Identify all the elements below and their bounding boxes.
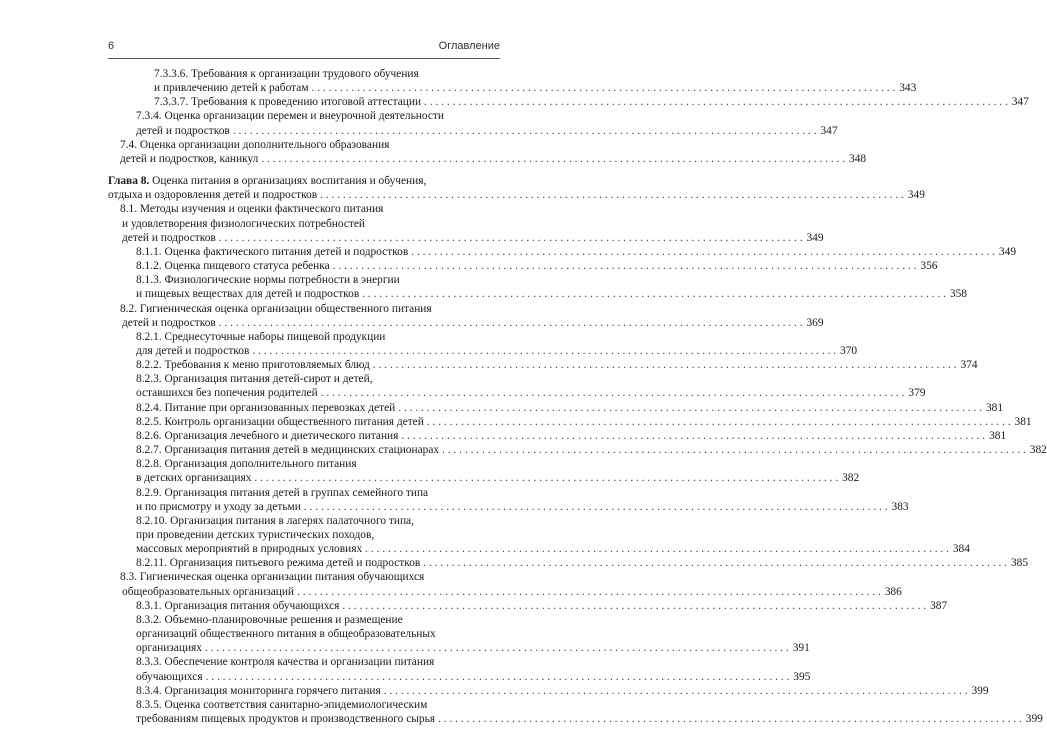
dot-leader [401, 429, 985, 443]
toc-page-number: 381 [1014, 415, 1032, 428]
toc-entry-text: 8.1. Методы изучения и оценки фактического питания [120, 203, 384, 216]
toc-entry-7-3-3-6[interactable] [108, 67, 917, 95]
toc-entry-text: 8.3.2. Объемно-планировочные решения и размещение [136, 613, 403, 626]
toc-entry-text: 8.3.3. Обеспечение контроля качества и организации питания [136, 656, 435, 669]
toc-page-number: 382 [842, 472, 860, 485]
toc-entry-8-2-3[interactable] [108, 372, 926, 400]
toc-page-number: 348 [849, 152, 867, 165]
toc-entry-text: 7.4. Оценка организации дополнительного образования [120, 138, 390, 151]
running-header [108, 40, 500, 56]
dot-leader [233, 124, 817, 138]
toc-entry-text: 8.2.5. Контроль организации общественного питания детей [136, 415, 424, 428]
toc-entry-text: оставшихся без попечения родителей [136, 387, 318, 400]
chapter-label: Глава 8. [108, 175, 150, 188]
dot-leader [333, 259, 917, 273]
toc-last-line [108, 344, 858, 358]
toc-entry-8-2-5[interactable] [108, 415, 1032, 429]
toc-entry-text: 8.3.1. Организация питания обучающихся [136, 599, 340, 612]
toc-entry-text: при проведении детских туристических походов, [136, 529, 375, 541]
toc-entry-text: 8.1.2. Оценка пищевого статуса ребенка [136, 260, 330, 273]
toc-entry-8-2-9[interactable] [108, 486, 909, 514]
toc-entry-text: в детских организациях [136, 472, 252, 485]
toc-entry-text: детей и подростков [136, 124, 230, 137]
toc-entry-text: 8.2.11. Организация питьевого режима детей и подростков [136, 557, 421, 570]
dot-leader [206, 670, 790, 684]
toc-entry-text: отдыха и оздоровления детей и подростков [108, 189, 318, 202]
toc-entry-8-3-2[interactable] [108, 613, 810, 655]
toc-last-line [108, 585, 902, 599]
toc-page-number: 347 [820, 124, 838, 137]
dot-leader [365, 542, 949, 556]
toc-entry-text: 8.1.3. Физиологические нормы потребности в энергии [136, 274, 400, 287]
toc-page-number: 356 [920, 260, 938, 273]
toc-last-line [108, 81, 917, 95]
toc-page-number: 385 [1010, 557, 1029, 570]
dot-leader [427, 415, 1011, 429]
dot-leader [304, 500, 888, 514]
toc-entry-text: требованиям пищевых продуктов и производственного сырья [136, 713, 436, 726]
toc-last-line [108, 401, 1004, 415]
toc-last-line [108, 670, 811, 684]
toc-page-number: 374 [960, 359, 978, 372]
dot-leader [424, 95, 1008, 109]
toc-page-number: 383 [891, 500, 909, 513]
dot-leader [261, 152, 845, 166]
toc-entry-8-1[interactable] [108, 202, 824, 244]
dot-leader [362, 287, 946, 301]
toc-last-line [108, 415, 1032, 429]
toc-entry-8-2-1[interactable] [108, 330, 858, 358]
dot-leader [438, 712, 1022, 726]
toc-last-line [108, 443, 1047, 457]
toc-entry-8-3-1[interactable] [108, 599, 948, 613]
dot-leader [320, 188, 904, 202]
toc-entry-8-3-4[interactable] [108, 684, 989, 698]
toc-entry-text: массовых мероприятий в природных условиях [136, 543, 363, 556]
toc-last-line [108, 152, 867, 166]
toc-last-line [108, 542, 970, 556]
toc-entry-text: 8.2.8. Организация дополнительного питания [136, 458, 357, 471]
toc-entry-8-3[interactable] [108, 570, 902, 598]
toc-entry-text: 8.3. Гигиеническая оценка организации питания обучающихся [120, 571, 425, 584]
toc-last-line [108, 245, 1017, 259]
dot-leader [384, 684, 968, 698]
page-number: 6 [108, 40, 115, 52]
toc-entry-8-2-6[interactable] [108, 429, 1007, 443]
toc-page-number: 349 [806, 231, 824, 244]
toc-last-line [108, 316, 824, 330]
toc-page-number: 386 [884, 585, 902, 598]
dot-leader [312, 81, 896, 95]
toc-entry-7-3-3-7[interactable] [108, 95, 1029, 109]
dot-leader [297, 585, 881, 599]
toc-page-number: 347 [1011, 96, 1029, 109]
toc-entry-text: Оценка питания в организациях воспитания и обучения, [152, 175, 427, 188]
dot-leader [219, 231, 803, 245]
dot-leader [219, 316, 803, 330]
toc-entry-text: 8.2.10. Организация питания в лагерях палаточного типа, [136, 514, 414, 527]
table-of-contents [108, 67, 1047, 726]
toc-last-line [108, 259, 938, 273]
toc-page-number: 358 [949, 288, 967, 301]
toc-entry-8-3-3[interactable] [108, 655, 811, 683]
dot-leader [342, 599, 926, 613]
toc-entry-text: и удовлетворения физиологических потребностей [122, 217, 366, 230]
toc-entry-8-1-1[interactable] [108, 245, 1017, 259]
toc-page-number: 369 [806, 316, 824, 329]
toc-entry-8-1-2[interactable] [108, 259, 938, 273]
toc-entry-8-2-7[interactable] [108, 443, 1047, 457]
toc-entry-text: 7.3.3.6. Требования к организации трудового обучения [154, 68, 419, 80]
dot-leader [205, 641, 789, 655]
toc-entry-8-2[interactable] [108, 302, 824, 330]
toc-last-line [108, 556, 1029, 570]
toc-page-number: 349 [998, 245, 1017, 258]
toc-entry-text: для детей и подростков [136, 344, 250, 357]
toc-entry-8-2-4[interactable] [108, 401, 1004, 415]
toc-entry-text: детей и подростков, каникул [120, 152, 259, 165]
dot-leader [254, 471, 838, 485]
toc-page-number: 382 [1029, 444, 1047, 457]
toc-page-number: 349 [907, 189, 925, 202]
toc-entry-text: 8.2.3. Организация питания детей-сирот и детей, [136, 373, 373, 386]
toc-page-number: 379 [908, 387, 926, 400]
toc-entry-8-2-11[interactable] [108, 556, 1029, 570]
toc-entry-text: 8.2.9. Организация питания детей в группах семейного типа [136, 486, 429, 499]
dot-leader [411, 245, 995, 259]
toc-last-line [108, 712, 1043, 726]
toc-last-line [108, 471, 860, 485]
toc-entry-8-3-5[interactable] [108, 698, 1043, 726]
toc-last-line [108, 358, 978, 372]
toc-entry-text: и привлечению детей к работам [154, 82, 309, 95]
toc-entry-text: 8.2.1. Среднесуточные наборы пищевой продукции [136, 330, 386, 343]
toc-page-number: 399 [971, 684, 989, 697]
toc-entry-8-1-3[interactable] [108, 273, 967, 301]
toc-page-number: 370 [840, 344, 858, 357]
toc-entry-ch8[interactable] [108, 174, 925, 202]
toc-entry-text: детей и подростков [122, 316, 216, 329]
dot-leader [373, 358, 957, 372]
toc-page-number: 381 [985, 401, 1004, 414]
toc-entry-text: 7.3.4. Оценка организации перемен и внеурочной деятельности [136, 110, 444, 123]
toc-last-line [108, 188, 925, 202]
toc-last-line [108, 500, 909, 514]
toc-entry-text: 8.2. Гигиеническая оценка организации общественного питания [120, 302, 432, 315]
toc-entry-text: 7.3.3.7. Требования к проведению итоговой аттестации [154, 96, 422, 109]
toc-page-number: 381 [989, 429, 1007, 442]
toc-entry-7-3-4[interactable] [108, 109, 838, 137]
dot-leader [398, 401, 982, 415]
toc-page-number: 395 [793, 670, 811, 683]
toc-entry-text: организациях [136, 642, 202, 655]
toc-last-line [108, 641, 810, 655]
toc-entry-text: и по присмотру и уходу за детьми [136, 500, 301, 513]
dot-leader [442, 443, 1026, 457]
toc-entry-text: общеобразовательных организаций [122, 585, 295, 598]
toc-entry-text: 8.1.1. Оценка фактического питания детей и подростков [136, 245, 409, 258]
toc-entry-8-2-2[interactable] [108, 358, 978, 372]
toc-page-number: 399 [1025, 713, 1043, 726]
toc-entry-8-2-10[interactable] [108, 514, 970, 556]
toc-last-line [108, 386, 926, 400]
dot-leader [423, 556, 1007, 570]
toc-last-line [108, 231, 824, 245]
toc-last-line [108, 599, 948, 613]
toc-page-number: 343 [899, 82, 917, 95]
toc-last-line [108, 124, 838, 138]
toc-entry-text: 8.2.7. Организация питания детей в медицинских стационарах [136, 444, 440, 457]
toc-entry-8-2-8[interactable] [108, 457, 860, 485]
running-section-title: Оглавление [438, 40, 500, 52]
toc-entry-text: 8.2.2. Требования к меню приготовляемых блюд [136, 359, 370, 372]
toc-last-line [108, 95, 1029, 109]
header-rule [108, 58, 500, 59]
toc-page-number: 387 [930, 599, 948, 612]
toc-page-number: 391 [792, 642, 810, 655]
toc-entry-text: 8.3.4. Организация мониторинга горячего питания [136, 684, 381, 697]
dot-leader [321, 386, 905, 400]
toc-entry-text: 8.2.6. Организация лечебного и диетического питания [136, 429, 399, 442]
toc-entry-7-4[interactable] [108, 138, 867, 166]
toc-entry-text: и пищевых веществах для детей и подростков [136, 288, 360, 301]
toc-entry-text: организаций общественного питания в общеобразовательных [136, 628, 436, 641]
toc-page-number: 384 [952, 543, 970, 556]
dot-leader [252, 344, 836, 358]
toc-last-line [108, 287, 967, 301]
toc-entry-text: детей и подростков [122, 231, 216, 244]
toc-entry-text: обучающихся [136, 670, 203, 683]
toc-last-line [108, 684, 989, 698]
toc-entry-text: 8.2.4. Питание при организованных перевозках детей [136, 401, 396, 414]
toc-entry-text: 8.3.5. Оценка соответствия санитарно-эпидемиологическим [136, 698, 428, 711]
toc-last-line [108, 429, 1007, 443]
